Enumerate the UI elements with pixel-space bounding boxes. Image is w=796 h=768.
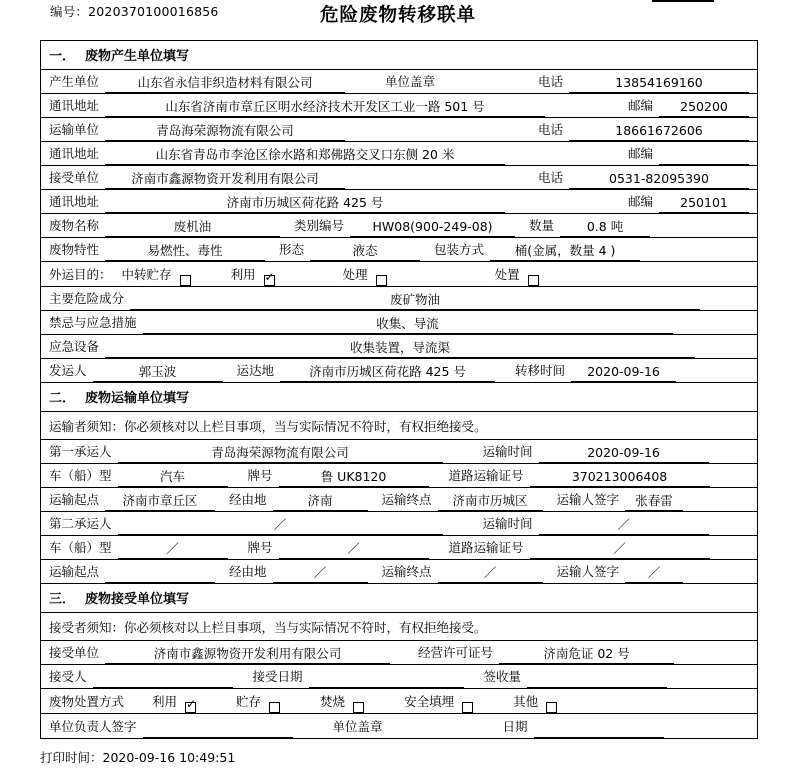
sign2-label: 运输人签字 bbox=[556, 564, 620, 579]
row-vehicle-2 bbox=[41, 536, 757, 560]
transfer-time-value[interactable]: 2020-09-16 bbox=[571, 364, 676, 382]
disposal-option-0-label: 利用 bbox=[152, 694, 178, 709]
disposal-label: 废物处置方式 bbox=[49, 694, 125, 709]
row-receiving-unit bbox=[41, 641, 757, 665]
vehicle2-value[interactable]: ／ bbox=[118, 541, 228, 559]
zip-label: 邮编 bbox=[627, 98, 653, 113]
origin2-label: 运输起点 bbox=[49, 564, 100, 579]
receiver-phone-label: 电话 bbox=[537, 170, 563, 185]
row-receiving-person bbox=[41, 665, 757, 689]
origin2-value[interactable] bbox=[105, 580, 215, 583]
row-producer bbox=[41, 70, 757, 94]
address-label: 通讯地址 bbox=[49, 98, 100, 113]
vehicle1-value[interactable]: 汽车 bbox=[118, 469, 228, 487]
carrier2-value[interactable]: ／ bbox=[118, 517, 443, 535]
producer-value[interactable]: 山东省永信非织造材料有限公司 bbox=[105, 75, 345, 93]
sender-value[interactable]: 郭玉波 bbox=[93, 364, 223, 382]
vehicle1-label: 车（船）型 bbox=[49, 468, 112, 483]
row-emergency-equipment bbox=[41, 335, 757, 359]
unit-seal-label: 单位盖章 bbox=[332, 719, 383, 734]
receiving-unit-label: 接受单位 bbox=[49, 645, 100, 660]
vehicle2-label: 车（船）型 bbox=[49, 540, 112, 555]
disposal-option-1-checkbox[interactable] bbox=[269, 702, 280, 713]
purpose-option-0-checkbox[interactable] bbox=[180, 275, 191, 286]
transporter-address-label: 通讯地址 bbox=[49, 146, 100, 161]
row-waste-name bbox=[41, 214, 757, 238]
plate1-label: 牌号 bbox=[247, 468, 273, 483]
sign2-value[interactable]: ／ bbox=[625, 565, 683, 583]
license1-label: 道路运输证号 bbox=[448, 468, 524, 483]
section-1-title: 废物产生单位填写 bbox=[85, 49, 190, 64]
final-date-label: 日期 bbox=[502, 719, 528, 734]
origin1-value[interactable]: 济南市章丘区 bbox=[105, 493, 215, 511]
disposal-option-1-label: 贮存 bbox=[236, 694, 262, 709]
row-sender bbox=[41, 359, 757, 383]
row-taboo bbox=[41, 311, 757, 335]
purpose-option-0-label: 中转贮存 bbox=[121, 267, 172, 282]
document-number-label: 编号： bbox=[50, 4, 89, 19]
receiver-phone-value[interactable]: 0531-82095390 bbox=[569, 171, 749, 189]
taboo-value[interactable]: 收集、导流 bbox=[143, 316, 673, 334]
print-time-value: 2020-09-16 10:49:51 bbox=[102, 750, 236, 765]
receiving-date-value[interactable] bbox=[309, 685, 464, 688]
purpose-option-1-label: 利用 bbox=[230, 267, 256, 282]
disposal-option-3-checkbox[interactable] bbox=[462, 702, 473, 713]
hazard-label: 主要危险成分 bbox=[49, 291, 125, 306]
transporter-phone-value[interactable]: 18661672606 bbox=[569, 123, 749, 141]
leader-sign-value[interactable] bbox=[143, 735, 293, 738]
purpose-option-3-checkbox[interactable] bbox=[528, 275, 539, 286]
row-waste-property bbox=[41, 238, 757, 262]
section-1-number: 一． bbox=[49, 49, 76, 64]
disposal-option-4-checkbox[interactable] bbox=[546, 702, 557, 713]
hazard-value[interactable]: 废矿物油 bbox=[130, 292, 700, 310]
section-2-header bbox=[41, 383, 757, 412]
plate1-value[interactable]: 鲁 UK8120 bbox=[279, 469, 429, 487]
via2-value[interactable]: ／ bbox=[273, 565, 368, 583]
section-2-title: 废物运输单位填写 bbox=[85, 391, 190, 406]
transporter-value[interactable]: 青岛海荣源物流有限公司 bbox=[105, 123, 345, 141]
page-title: 危险废物转移联单 bbox=[319, 5, 476, 26]
row-carrier-1 bbox=[41, 440, 757, 464]
section-2-notice: 运输者须知：你必须核对以上栏目事项，当与实际情况不符时，有权拒绝接受。 bbox=[41, 412, 757, 440]
document-number-value: 2020370100016856 bbox=[88, 4, 219, 19]
dest2-label: 运输终点 bbox=[381, 564, 432, 579]
via1-label: 经由地 bbox=[229, 492, 267, 507]
address-value[interactable]: 山东省济南市章丘区明水经济技术开发区工业一路 501 号 bbox=[105, 99, 545, 117]
license1-value[interactable]: 370213006408 bbox=[530, 469, 710, 487]
section-1-rows bbox=[41, 70, 757, 383]
dest1-label: 运输终点 bbox=[381, 492, 432, 507]
receiver-address-value[interactable]: 济南市历城区荷花路 425 号 bbox=[105, 195, 505, 213]
purpose-option-3-label: 处置 bbox=[494, 267, 520, 282]
origin1-label: 运输起点 bbox=[49, 492, 100, 507]
row-leader-signature bbox=[41, 714, 757, 738]
category-value[interactable]: HW08(900-249-08) bbox=[350, 219, 515, 237]
row-purpose bbox=[41, 262, 757, 287]
final-date-value[interactable] bbox=[534, 735, 664, 738]
section-1-header bbox=[41, 41, 757, 70]
category-label: 类别编号 bbox=[294, 218, 345, 233]
receiver-zip-value[interactable]: 250101 bbox=[659, 195, 749, 213]
transporter-address-value[interactable]: 山东省青岛市李沧区徐水路和郑佛路交叉口东侧 20 米 bbox=[105, 147, 505, 165]
phone-value[interactable]: 13854169160 bbox=[569, 75, 749, 93]
destination-label: 运达地 bbox=[236, 363, 275, 378]
row-carrier-2 bbox=[41, 512, 757, 536]
row-vehicle-1 bbox=[41, 464, 757, 488]
row-disposal-method bbox=[41, 689, 757, 714]
permit-label: 经营许可证号 bbox=[418, 645, 494, 660]
form-frame bbox=[40, 40, 758, 739]
plate2-label: 牌号 bbox=[247, 540, 273, 555]
purpose-option-2-label: 处理 bbox=[342, 267, 368, 282]
row-transporter bbox=[41, 118, 757, 142]
quantity-label: 数量 bbox=[529, 218, 555, 233]
purpose-option-1-checkbox[interactable] bbox=[264, 275, 275, 286]
license2-label: 道路运输证号 bbox=[448, 540, 524, 555]
section-3-notice: 接受者须知：你必须核对以上栏目事项，当与实际情况不符时，有权拒绝接受。 bbox=[41, 613, 757, 641]
receiving-person-label: 接受人 bbox=[49, 669, 87, 684]
receiver-value[interactable]: 济南市鑫源物资开发利用有限公司 bbox=[105, 171, 345, 189]
transporter-phone-label: 电话 bbox=[537, 122, 563, 137]
section-2-number: 二． bbox=[49, 391, 76, 406]
form-value[interactable]: 液态 bbox=[310, 243, 420, 261]
via1-value[interactable]: 济南 bbox=[273, 493, 368, 511]
signed-quantity-value[interactable] bbox=[527, 685, 667, 688]
row-receiver bbox=[41, 166, 757, 190]
producer-label: 产生单位 bbox=[49, 74, 100, 89]
property-label: 废物特性 bbox=[49, 242, 100, 257]
package-value[interactable]: 桶(金属，数量 4 ) bbox=[490, 243, 640, 261]
section-3-title: 废物接受单位填写 bbox=[85, 592, 190, 607]
leader-sign-label: 单位负责人签字 bbox=[49, 719, 137, 734]
seal-label: 单位盖章 bbox=[385, 74, 436, 89]
quantity-value[interactable]: 0.8 吨 bbox=[560, 219, 650, 237]
dest2-value[interactable]: ／ bbox=[438, 565, 543, 583]
transfer-time-label: 转移时间 bbox=[515, 363, 566, 378]
receiving-unit-value[interactable]: 济南市鑫源物资开发利用有限公司 bbox=[105, 646, 390, 664]
row-hazard-component bbox=[41, 287, 757, 311]
carrier1-time-label: 运输时间 bbox=[482, 444, 533, 459]
disposal-option-2-label: 焚烧 bbox=[320, 694, 346, 709]
sign1-value[interactable]: 张春雷 bbox=[625, 493, 683, 511]
row-route-2 bbox=[41, 560, 757, 584]
receiver-address-label: 通讯地址 bbox=[49, 194, 100, 209]
signed-quantity-label: 签收量 bbox=[483, 669, 522, 684]
destination-value[interactable]: 济南市历城区荷花路 425 号 bbox=[280, 364, 495, 382]
carrier1-value[interactable]: 青岛海荣源物流有限公司 bbox=[118, 445, 443, 463]
disposal-option-3-label: 安全填埋 bbox=[404, 694, 455, 709]
print-time bbox=[40, 748, 235, 766]
carrier2-label: 第二承运人 bbox=[49, 516, 112, 531]
purpose-option-2-checkbox[interactable] bbox=[376, 275, 387, 286]
property-value[interactable]: 易燃性、毒性 bbox=[105, 243, 265, 261]
row-receiver-address bbox=[41, 190, 757, 214]
phone-label: 电话 bbox=[537, 74, 563, 89]
dest1-value[interactable]: 济南市历城区 bbox=[438, 493, 543, 511]
sender-label: 发运人 bbox=[49, 363, 87, 378]
permit-value[interactable]: 济南危证 02 号 bbox=[499, 646, 674, 664]
waste-name-value[interactable]: 废机油 bbox=[105, 219, 280, 237]
carrier1-label: 第一承运人 bbox=[49, 444, 112, 459]
purpose-label: 外运目的： bbox=[49, 267, 112, 282]
receiving-date-label: 接受日期 bbox=[252, 669, 303, 684]
receiver-label: 接受单位 bbox=[49, 170, 100, 185]
license2-value[interactable]: ／ bbox=[530, 541, 710, 559]
receiver-zip-label: 邮编 bbox=[627, 194, 653, 209]
carrier2-time-label: 运输时间 bbox=[482, 516, 533, 531]
row-route-1 bbox=[41, 488, 757, 512]
transporter-zip-value[interactable] bbox=[659, 162, 749, 165]
row-producer-address bbox=[41, 94, 757, 118]
transporter-zip-label: 邮编 bbox=[627, 146, 653, 161]
carrier2-time-value[interactable]: ／ bbox=[539, 517, 709, 535]
sign1-label: 运输人签字 bbox=[556, 492, 620, 507]
print-time-label: 打印时间： bbox=[40, 750, 103, 765]
disposal-option-0-checkbox[interactable] bbox=[185, 702, 196, 713]
waste-name-label: 废物名称 bbox=[49, 218, 100, 233]
equipment-value[interactable]: 收集装置，导流渠 bbox=[105, 340, 695, 358]
receiving-person-value[interactable] bbox=[93, 685, 233, 688]
taboo-label: 禁忌与应急措施 bbox=[49, 315, 137, 330]
transporter-label: 运输单位 bbox=[49, 122, 100, 137]
equipment-label: 应急设备 bbox=[49, 339, 100, 354]
section-3-rows bbox=[41, 641, 757, 738]
row-transporter-address bbox=[41, 142, 757, 166]
section-3-number: 三． bbox=[49, 592, 76, 607]
carrier1-time-value[interactable]: 2020-09-16 bbox=[539, 445, 709, 463]
zip-value[interactable]: 250200 bbox=[659, 99, 749, 117]
via2-label: 经由地 bbox=[229, 564, 267, 579]
package-label: 包装方式 bbox=[434, 242, 485, 257]
plate2-value[interactable]: ／ bbox=[279, 541, 429, 559]
document-header bbox=[0, 0, 796, 38]
form-label: 形态 bbox=[279, 242, 305, 257]
disposal-option-2-checkbox[interactable] bbox=[353, 702, 364, 713]
section-2-rows bbox=[41, 440, 757, 584]
section-3-header bbox=[41, 584, 757, 613]
disposal-option-4-label: 其他 bbox=[513, 694, 539, 709]
